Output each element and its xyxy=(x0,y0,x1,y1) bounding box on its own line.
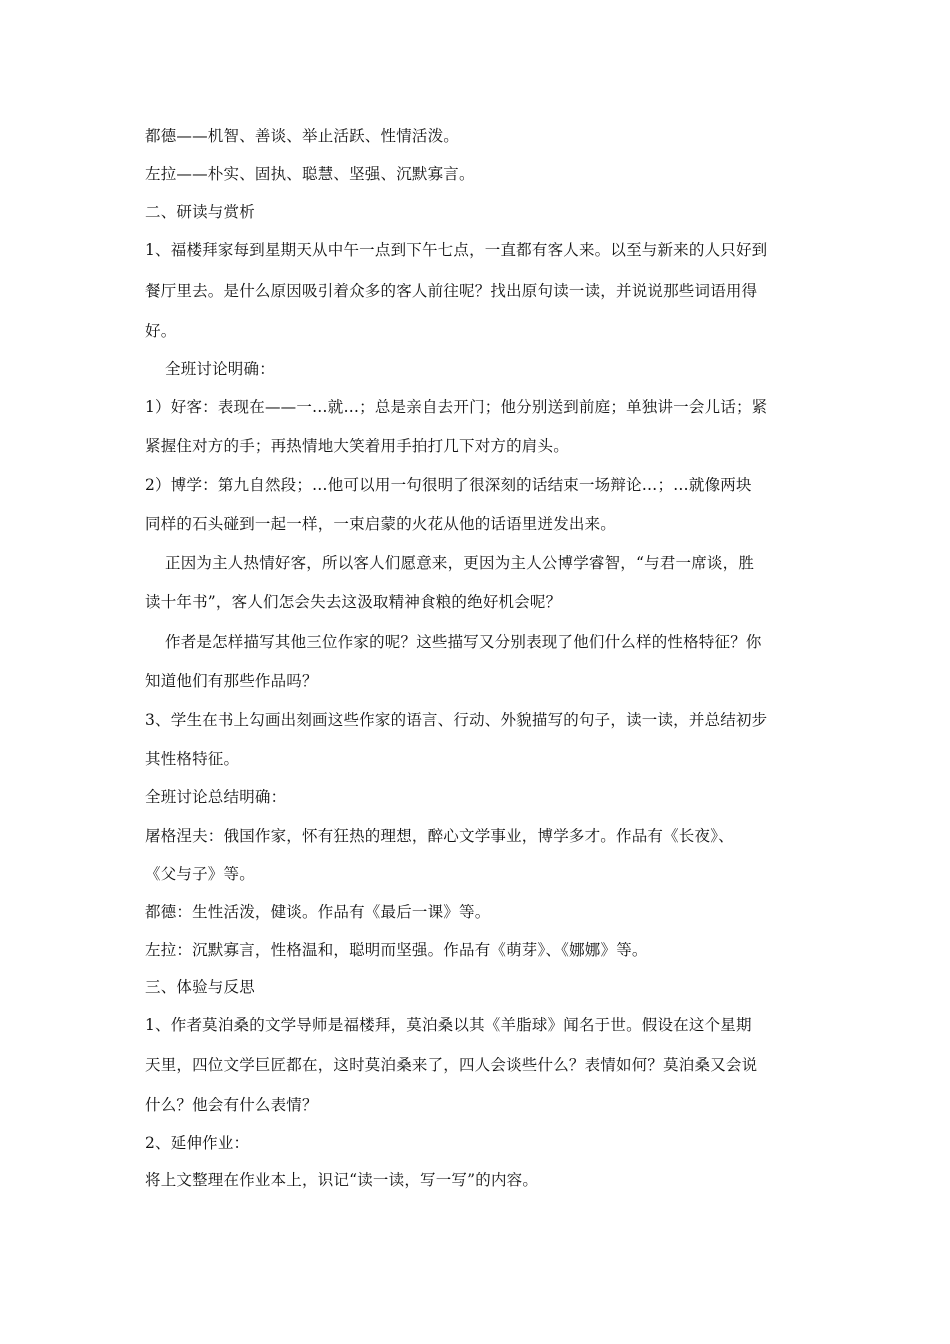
text-line: 2）博学：第九自然段；…他可以用一句很明了很深刻的话结束一场辩论…；…就像两块 xyxy=(145,476,752,494)
text-line: 天里，四位文学巨匠都在，这时莫泊桑来了，四人会谈些什么？表情如何？莫泊桑又会说 xyxy=(145,1056,758,1074)
text-line: 好。 xyxy=(145,322,177,340)
text-line: 同样的石头碰到一起一样，一束启蒙的火花从他的话语里迸发出来。 xyxy=(145,515,617,533)
text-line: 左拉：沉默寡言，性格温和，聪明而坚强。作品有《萌芽》、《娜娜》等。 xyxy=(145,941,648,959)
text-line: 其性格特征。 xyxy=(145,750,240,768)
text-line: 都德：生性活泼，健谈。作品有《最后一课》等。 xyxy=(145,903,491,921)
text-line: 全班讨论明确： xyxy=(165,360,275,378)
text-line: 3、学生在书上勾画出刻画这些作家的语言、行动、外貌描写的句子，读一读，并总结初步 xyxy=(145,711,768,729)
text-line: 正因为主人热情好客，所以客人们愿意来，更因为主人公博学睿智，“与君一席谈，胜 xyxy=(165,554,755,572)
section-heading: 三、体验与反思 xyxy=(145,978,255,996)
text-line: 读十年书”，客人们怎会失去这汲取精神食粮的绝好机会呢？ xyxy=(145,593,562,611)
text-line: 1、作者莫泊桑的文学导师是福楼拜，莫泊桑以其《羊脂球》闻名于世。假设在这个星期 xyxy=(145,1016,752,1034)
text-line: 将上文整理在作业本上，识记“读一读，写一写”的内容。 xyxy=(145,1171,539,1189)
text-line: 2、延伸作业： xyxy=(145,1134,250,1152)
text-line: 餐厅里去。是什么原因吸引着众多的客人前往呢？找出原句读一读，并说说那些词语用得 xyxy=(145,282,758,300)
text-line: 《父与子》等。 xyxy=(145,865,255,883)
text-line: 知道他们有那些作品吗？ xyxy=(145,672,318,690)
text-line: 什么？他会有什么表情？ xyxy=(145,1096,318,1114)
text-line: 屠格涅夫：俄国作家，怀有狂热的理想，醉心文学事业，博学多才。作品有《长夜》、 xyxy=(145,827,734,845)
text-line: 1、福楼拜家每到星期天从中午一点到下午七点，一直都有客人来。以至与新来的人只好到 xyxy=(145,241,768,259)
section-heading: 二、研读与赏析 xyxy=(145,203,255,221)
text-line: 全班讨论总结明确： xyxy=(145,788,287,806)
text-line: 都德——机智、善谈、举止活跃、性情活泼。 xyxy=(145,127,460,145)
text-line: 左拉——朴实、固执、聪慧、坚强、沉默寡言。 xyxy=(145,165,475,183)
text-line: 作者是怎样描写其他三位作家的呢？这些描写又分别表现了他们什么样的性格特征？你 xyxy=(165,633,762,651)
text-line: 紧握住对方的手；再热情地大笑着用手拍打几下对方的肩头。 xyxy=(145,437,569,455)
text-line: 1）好客：表现在——一…就…；总是亲自去开门；他分别送到前庭；单独讲一会儿话；紧 xyxy=(145,398,768,416)
